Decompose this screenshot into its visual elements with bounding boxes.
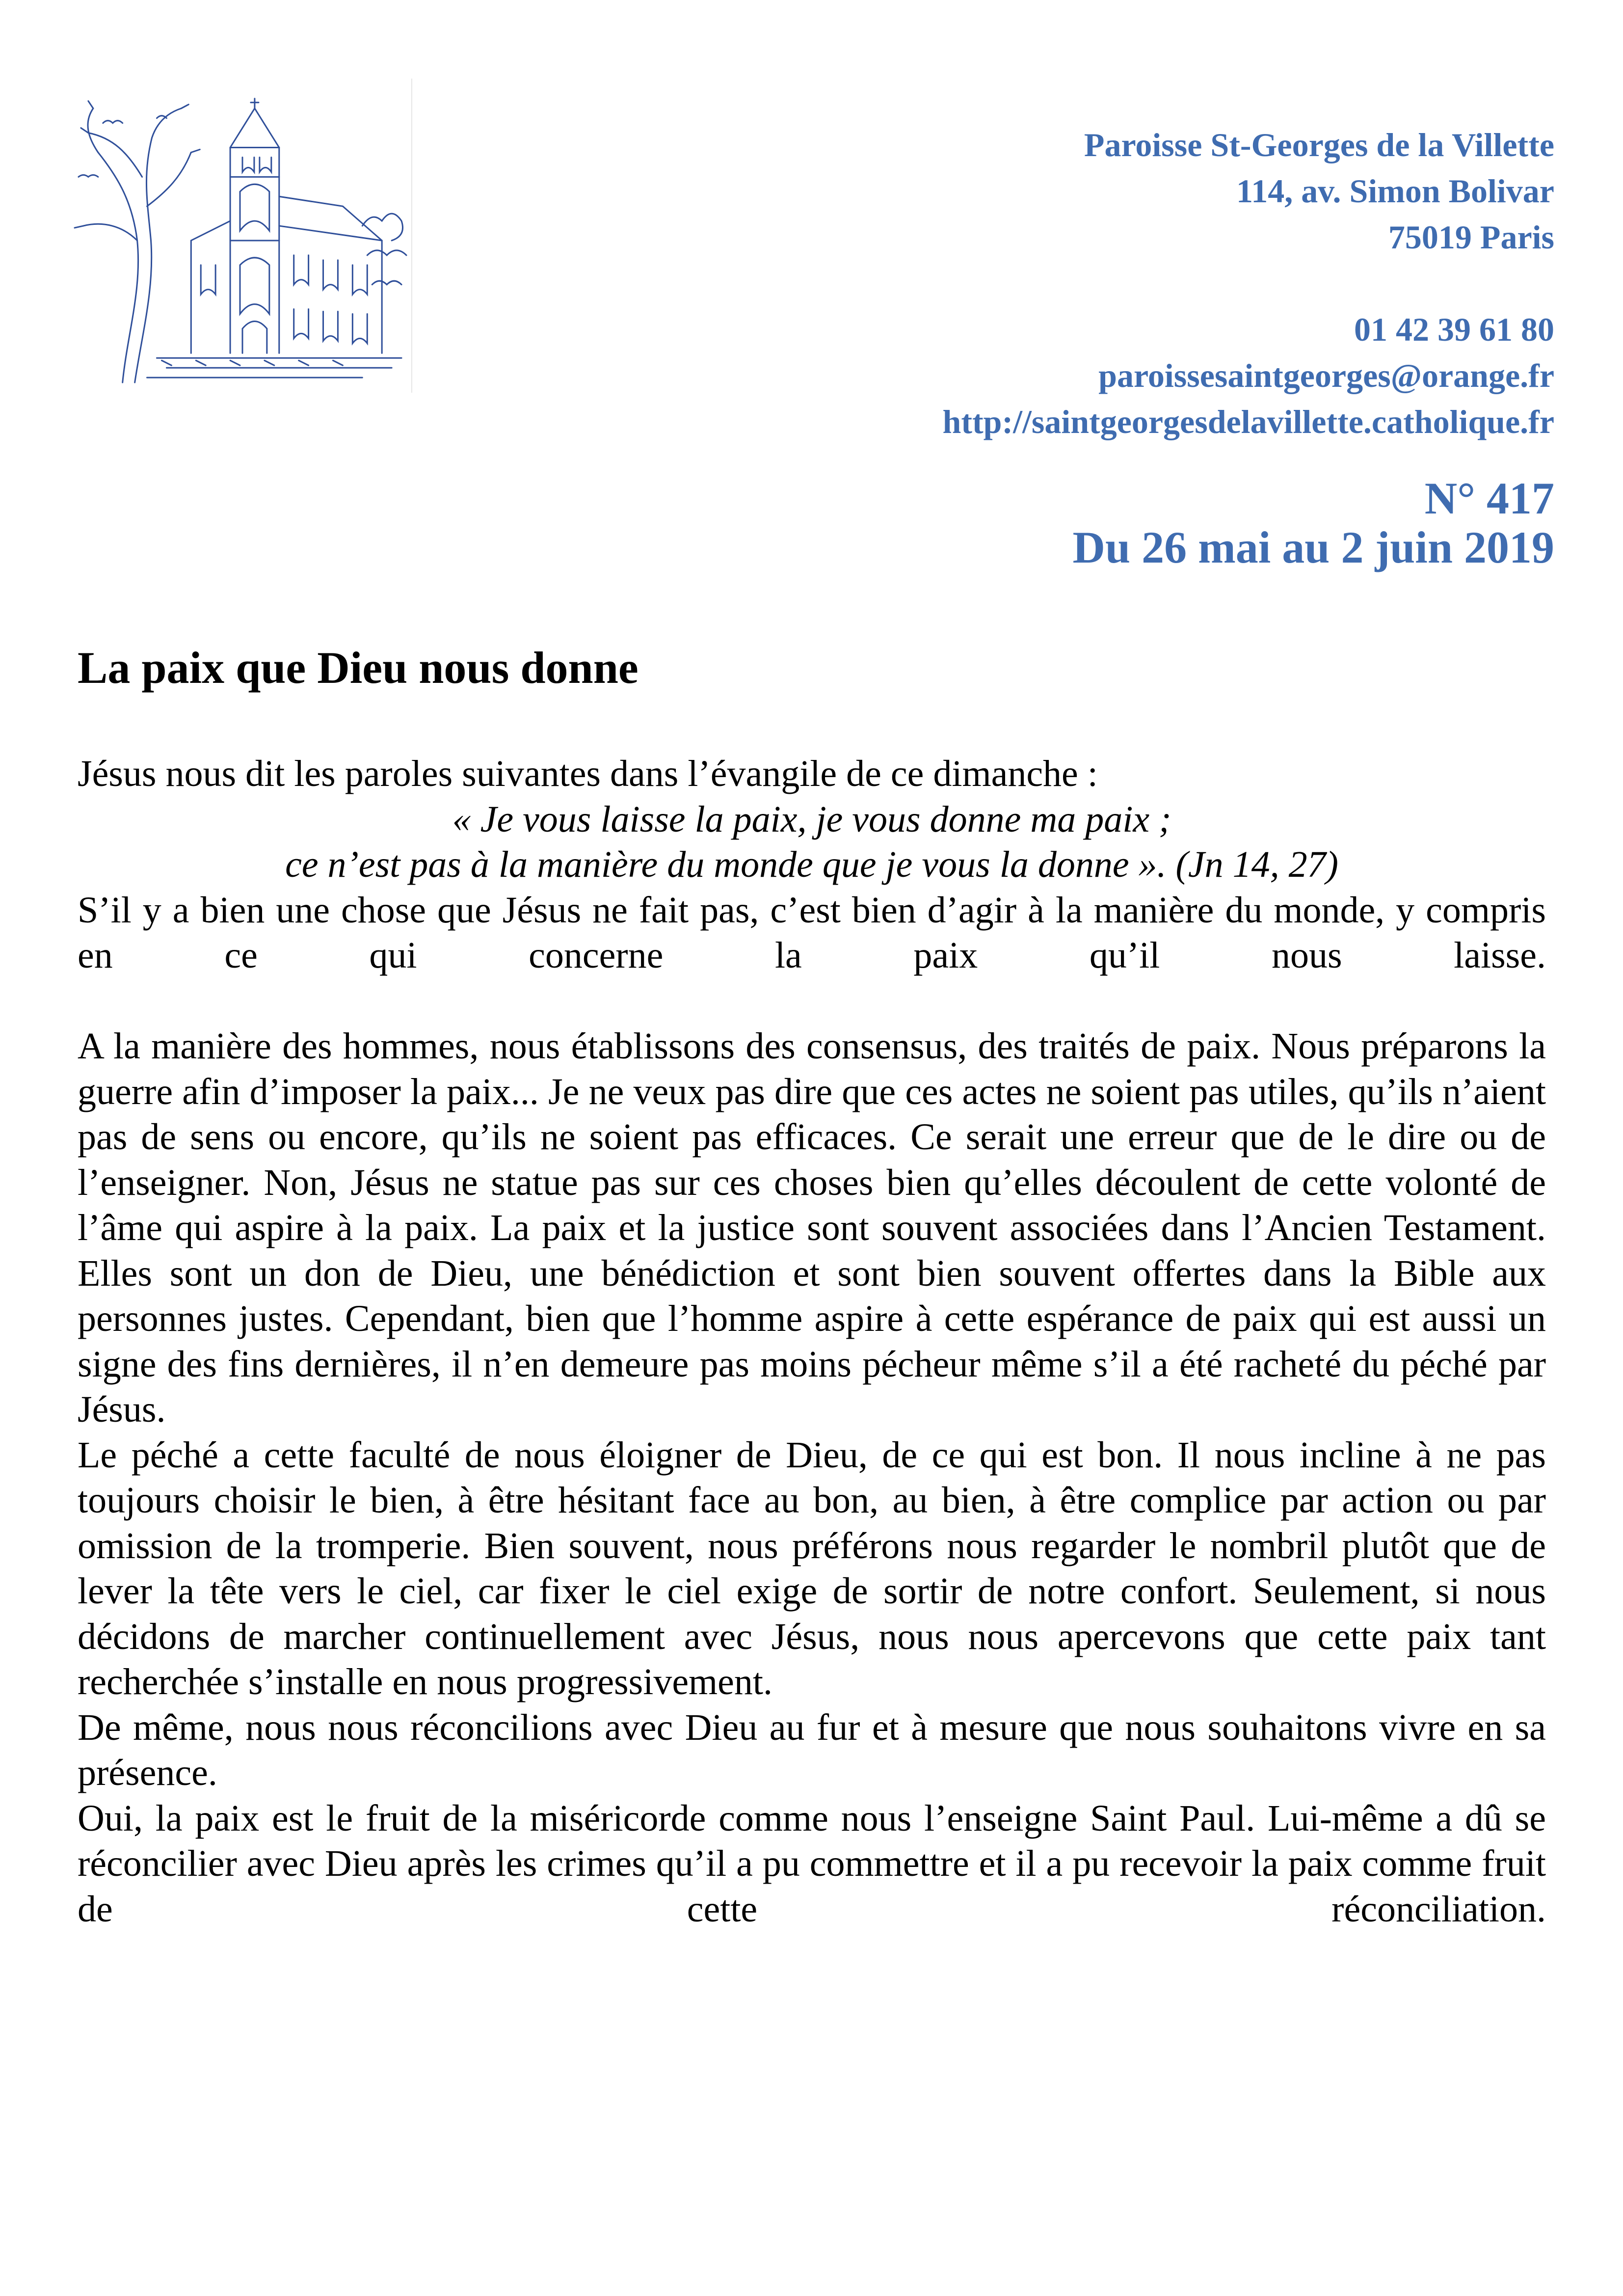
parish-address: 114, av. Simon Bolivar bbox=[1236, 172, 1554, 210]
parish-name: Paroisse St-Georges de la Villette bbox=[1084, 126, 1554, 163]
parish-city: 75019 Paris bbox=[1388, 218, 1554, 256]
parish-contact-block bbox=[671, 122, 1554, 445]
article-title: La paix que Dieu nous donne bbox=[78, 643, 639, 693]
church-logo bbox=[69, 79, 412, 393]
article-quote-line-1: « Je vous laisse la paix, je vous donne ma paix ; bbox=[452, 798, 1171, 840]
parish-website[interactable]: http://saintgeorgesdelavillette.catholique.fr bbox=[942, 403, 1554, 440]
article-intro: Jésus nous dit les paroles suivantes dans l’évangile de ce dimanche : bbox=[78, 753, 1098, 794]
issue-block bbox=[671, 474, 1554, 572]
article-paragraph: Le péché a cette faculté de nous éloigner de Dieu, de ce qui est bon. Il nous incline à ne pas toujours choisir le bien, à être hésitant face au bon, au bien, à être complice par action ou par omission de la tromperie. Bien souvent, nous préférons nous regarder le nombril plutôt que de lever la tête vers le ciel, car fixer le ciel exige de sortir de notre confort. Seulement, si nous décidons de marcher continuellement avec Jésus, nous nous apercevons que cette paix tant recherchée s’installe en nous progressivement. bbox=[78, 1434, 1546, 1702]
church-drawing-icon bbox=[69, 79, 411, 393]
article-paragraph: De même, nous nous réconcilions avec Dieu au fur et à mesure que nous souhaitons vivre en sa présence. bbox=[78, 1706, 1546, 1793]
article-body bbox=[78, 751, 1546, 1932]
issue-number: N° 417 bbox=[1424, 473, 1554, 523]
article-quote-line-2: ce n’est pas à la manière du monde que je vous la donne ». (Jn 14, 27) bbox=[285, 844, 1338, 885]
article-paragraph: A la manière des hommes, nous établissons des consensus, des traités de paix. Nous préparons la guerre afin d’imposer la paix... Je ne veux pas dire que ces actes ne soient pas utiles, qu’ils n’aient pas de sens ou encore, qu’ils ne soient pas efficaces. Ce serait une erreur que de le dire ou de l’enseigner. Non, Jésus ne statue pas sur ces choses bien qu’elles découlent de cette volonté de l’âme qui aspire à la paix. La paix et la justice sont souvent associées dans l’Ancien Testament. Elles sont un don de Dieu, une bénédiction et sont bien souvent offertes dans la Bible aux personnes justes. Cependant, bien que l’homme aspire à cette espérance de paix qui est aussi un signe des fins dernières, il n’en demeure pas moins pécheur même s’il a été racheté du péché par Jésus. bbox=[78, 1026, 1546, 1430]
issue-dates: Du 26 mai au 2 juin 2019 bbox=[1072, 522, 1554, 572]
article-paragraph: S’il y a bien une chose que Jésus ne fait pas, c’est bien d’agir à la manière du monde, y compris en ce qui concerne la paix qu’il nous laisse. bbox=[78, 889, 1546, 976]
parish-email[interactable]: paroissesaintgeorges@orange.fr bbox=[1098, 357, 1554, 394]
article-paragraph: Oui, la paix est le fruit de la miséricorde comme nous l’enseigne Saint Paul. Lui-même a dû se réconcilier avec Dieu après les crimes qu’il a pu commettre et il a pu recevoir la paix comme fruit de cette réconciliation. bbox=[78, 1797, 1546, 1930]
parish-phone: 01 42 39 61 80 bbox=[1354, 311, 1554, 348]
